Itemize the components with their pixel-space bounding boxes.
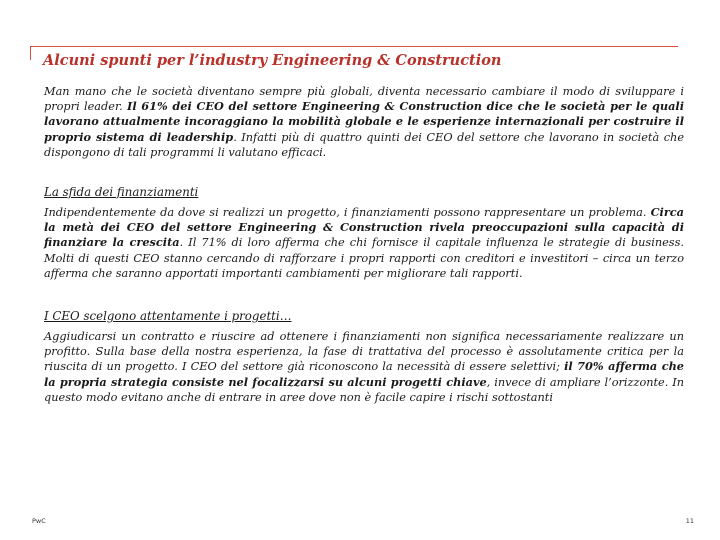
header-rule-tick [30, 46, 31, 60]
page-title: Alcuni spunti per l’industry Engineering & Construction [43, 52, 502, 69]
section-financing-heading: La sfida dei finanziamenti [44, 185, 199, 200]
financing-text-1: Indipendentemente da dove si realizzi un progetto, i finanziamenti possono rappresentare un problema. [44, 206, 651, 220]
projects-text-1: Aggiudicarsi un contratto e riuscire ad ottenere i finanziamenti non significa necessariamente realizzare un profitto. Sulla base della nostra esperienza, la fase di trattativa del processo è assolutamente critica per la riuscita di un progetto. I CEO del settore già riconoscono la necessità di essere selettivi; [44, 330, 684, 374]
main-content [44, 84, 684, 405]
financing-text-2: . Il 71% di loro afferma che chi fornisce il capitale influenza le strategie di business. Molti di questi CEO stanno cercando di rafforzare i propri rapporti con creditori e investitori – circa un terzo afferma che saranno apportati importanti cambiamenti per migliorare tali rapporti. [44, 236, 684, 280]
financing-bold-text: Circa la metà dei CEO del settore Engineering & Construction rivela preoccupazioni sulla capacità di finanziare la crescita [44, 205, 684, 250]
intro-text-1: Man mano che le società diventano sempre più globali, diventa necessario cambiare il modo di sviluppare i propri leader. [44, 85, 684, 114]
intro-paragraph [44, 84, 684, 160]
footer-brand: PwC [32, 517, 46, 525]
section-projects-heading: I CEO scelgono attentamente i progetti… [44, 309, 292, 324]
section-financing-paragraph [44, 205, 684, 281]
projects-text-2: , invece di ampliare l’orizzonte. In questo modo evitano anche di entrare in aree dove non è facile capire i rischi sottostanti [44, 375, 684, 404]
intro-bold-text: Il 61% dei CEO del settore Engineering & Construction dice che le società per le quali lavorano attualmente incoraggiano la mobilità globale e le esperienze internazionali per costruire il proprio sistema di leadership [44, 99, 685, 144]
page-number: 11 [685, 517, 694, 525]
header-rule [30, 46, 678, 47]
section-projects-paragraph [44, 329, 684, 405]
projects-bold-text: il 70% afferma che la propria strategia consiste nel focalizzarsi su alcuni progetti chiave [44, 359, 684, 389]
intro-text-2: . Infatti più di quattro quinti dei CEO del settore che lavorano in società che dispongono di tali programmi li valutano efficaci. [44, 130, 685, 159]
